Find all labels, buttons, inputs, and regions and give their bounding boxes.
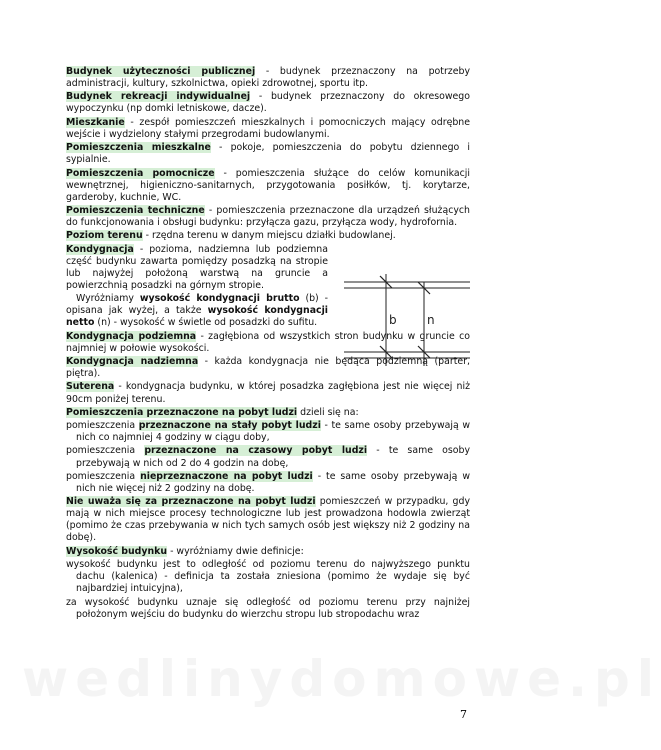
definition-text: - pomieszczenia przeznaczone dla urządzeń służących do funkcjonowania i obsługi budynku: przyłącza gazu, przyłącza wody, hydrofornia. (66, 204, 470, 229)
definition-text: - zagłębiona od wszystkich stron budynku w gruncie co najmniej w połowie wysokości. (66, 330, 470, 354)
defined-term: Suterena (66, 381, 115, 393)
defined-term: nieprzeznaczone na pobyt ludzi (140, 470, 313, 482)
list-item-text: - te same osoby przebywają w nich nie więcej niż 2 godziny na dobę. (76, 470, 470, 494)
defined-term: wysokość kondygnacji brutto (139, 293, 300, 305)
list-item-text: wysokość budynku jest to odległość od poziomu terenu do najwyższego punktu dachu (kalenica) - definicja ta została zniesiona (pomimo że wydaje się być najbardziej intuicyjna), (66, 559, 470, 595)
definition-paragraph-heights (66, 293, 328, 329)
defined-term: Pomieszczenia pomocnicze (66, 167, 215, 179)
definition-paragraph (66, 496, 470, 544)
definition-paragraph (66, 142, 470, 166)
defined-term: Pomieszczenia przeznaczone na pobyt ludzi (66, 406, 298, 418)
definition-paragraph (66, 66, 470, 90)
label-n: n (427, 313, 435, 327)
defined-term: Pomieszczenia mieszkalne (66, 142, 211, 154)
definition-text: - kondygnacja budynku, w której posadzka zagłębiona jest nie więcej niż 90cm poniżej terenu. (66, 381, 470, 405)
definition-text: (b) - opisana jak wyżej, a także (66, 293, 328, 317)
definition-paragraph-wysokosc (66, 546, 470, 558)
defined-term: Budynek rekreacji indywidualnej (66, 91, 251, 103)
defined-term: Nie uważa się za przeznaczone na pobyt ludzi (66, 496, 316, 508)
definition-paragraph-pobyt (66, 407, 470, 419)
definition-text: - wyróżniamy dwie definicje: (167, 545, 304, 557)
list-item (66, 420, 470, 444)
list-item-text: pomieszczenia (66, 470, 141, 482)
defined-term: Pomieszczenia techniczne (66, 204, 205, 216)
storey-height-diagram (342, 272, 472, 368)
list-item (66, 471, 470, 495)
list-item (66, 597, 470, 621)
definition-paragraph (66, 205, 470, 229)
definition-text: - pokoje, pomieszczenia do pobytu dziennego i sypialnie. (66, 142, 471, 166)
list-item-text: - te same osoby przebywają w nich co najmniej 4 godziny w ciągu doby, (76, 420, 470, 444)
defined-term: Poziom terenu (66, 230, 143, 242)
watermark: wedlinydomowe.pl (22, 650, 661, 708)
defined-term: Budynek użyteczności publicznej (66, 66, 256, 77)
defined-term: Wysokość budynku (66, 545, 168, 557)
page-number: 7 (460, 708, 467, 721)
defined-term: Mieszkanie (66, 116, 125, 128)
definition-paragraph (66, 168, 470, 204)
definition-text: - budynek przeznaczony do okresowego wypoczynku (np domki letniskowe, dacze). (66, 91, 470, 115)
definition-paragraph (66, 91, 470, 115)
definition-text: - budynek przeznaczony na potrzeby administracji, kultury, szkolnictwa, opieki zdrowotnej, sportu itp. (66, 66, 470, 90)
list-item-text: pomieszczenia (66, 420, 139, 432)
definition-paragraph-kondygnacja (66, 244, 328, 292)
defined-term: Kondygnacja nadziemna (66, 356, 199, 368)
defined-term: Kondygnacja (66, 243, 134, 255)
label-b: b (389, 313, 397, 327)
definition-text: - rzędna terenu w danym miejscu działki budowlanej. (142, 230, 396, 242)
definition-text: dzieli się na: (297, 406, 359, 418)
definition-text: - pozioma, nadziemna lub podziemna część budynku zawarta pomiędzy posadzką na stropie lub najwyżej położoną warstwą na gruncie a powierzchnią posadzki na górnym stropie. (66, 243, 328, 291)
definition-text: (n) - wysokość w świetle od posadzki do sufitu. (94, 317, 318, 329)
definition-paragraph (66, 381, 470, 405)
definition-text: - zespół pomieszczeń mieszkalnych i pomocniczych mający odrębne wejście i wydzielony stałymi przegrodami budowlanymi. (66, 116, 470, 140)
definition-text: - pomieszczenia służące do celów komunikacji wewnętrznej, higieniczno-sanitarnych, przygotowania posiłków, tj. korytarze, garderoby, kuchnie, WC. (66, 167, 471, 203)
list-item-text: - te same osoby przebywają w nich od 2 do 4 godzin na dobę, (76, 445, 470, 469)
list-item (66, 445, 470, 469)
definition-text: Wyróżniamy (76, 293, 140, 305)
list-item-text: za wysokość budynku uznaje się odległość od poziomu terenu przy najniżej położonym wejściu do budynku do wierzchu stropu lub stropodachu wraz (66, 596, 470, 620)
defined-term: Kondygnacja podziemna (66, 330, 197, 342)
definition-text: - każda kondygnacja nie będąca podziemną (parter, piętra). (66, 356, 470, 380)
defined-term: wysokość kondygnacji netto (66, 305, 329, 329)
definition-paragraph (66, 230, 470, 242)
defined-term: przeznaczone na czasowy pobyt ludzi (144, 445, 368, 457)
list-item-text: pomieszczenia (66, 445, 145, 457)
definition-paragraph (66, 117, 470, 141)
definition-text: pomieszczeń w przypadku, gdy mają w nich miejsce procesy technologiczne lub jest prowadzona hodowla zwierząt (pomimo że czas przebywania w nich tych samych osób jest większy niż 2 godziny na dobę). (66, 496, 470, 544)
defined-term: przeznaczone na stały pobyt ludzi (138, 420, 321, 432)
list-item (66, 559, 470, 595)
